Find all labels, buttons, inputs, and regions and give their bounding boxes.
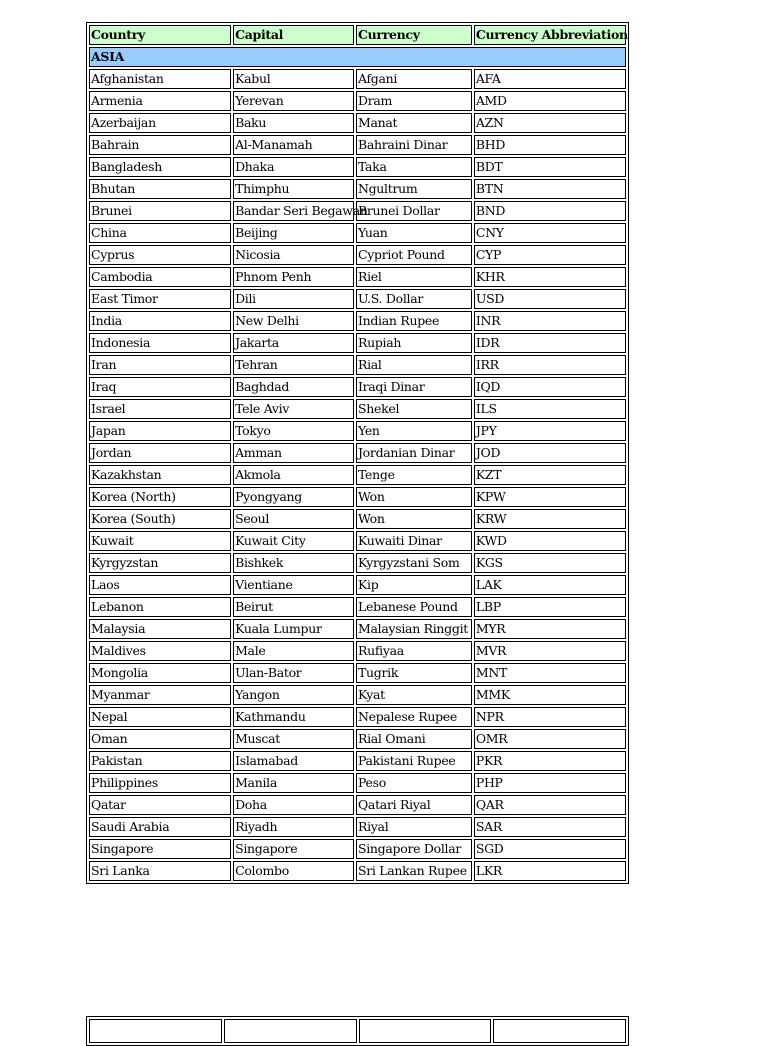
table-row xyxy=(89,795,626,815)
table-row xyxy=(89,355,626,375)
table-row xyxy=(89,729,626,749)
table-row xyxy=(89,223,626,243)
cell-capital: Singapore xyxy=(233,839,354,859)
cell-country: Bahrain xyxy=(89,135,231,155)
cell-currency: Yen xyxy=(356,421,472,441)
cell-currency: Malaysian Ringgit xyxy=(356,619,472,639)
cell-currency-abbreviation: KPW xyxy=(474,487,626,507)
cell-capital: Muscat xyxy=(233,729,354,749)
table-row xyxy=(89,157,626,177)
cell-currency: Rial xyxy=(356,355,472,375)
cell-capital: Vientiane xyxy=(233,575,354,595)
cell-country: Kuwait xyxy=(89,531,231,551)
cell-currency-abbreviation: AZN xyxy=(474,113,626,133)
cell-currency-abbreviation: SAR xyxy=(474,817,626,837)
cell-currency: Peso xyxy=(356,773,472,793)
cell-currency-abbreviation: AMD xyxy=(474,91,626,111)
table-row xyxy=(89,531,626,551)
cell-currency-abbreviation: MYR xyxy=(474,619,626,639)
cell-capital: Seoul xyxy=(233,509,354,529)
cell-currency-abbreviation: BTN xyxy=(474,179,626,199)
cell-country: Pakistan xyxy=(89,751,231,771)
cell-capital: Beirut xyxy=(233,597,354,617)
cell-currency-abbreviation: SGD xyxy=(474,839,626,859)
cell-capital: Baku xyxy=(233,113,354,133)
cell-country: Qatar xyxy=(89,795,231,815)
cell-country: Philippines xyxy=(89,773,231,793)
header-row xyxy=(89,25,626,45)
cell-currency: Rial Omani xyxy=(356,729,472,749)
cell-currency: Pakistani Rupee xyxy=(356,751,472,771)
cell-country: Singapore xyxy=(89,839,231,859)
table-row xyxy=(89,333,626,353)
cell-country: Kyrgyzstan xyxy=(89,553,231,573)
cell-currency: Kyat xyxy=(356,685,472,705)
cell-capital: Tokyo xyxy=(233,421,354,441)
table-row xyxy=(89,839,626,859)
cell-capital: Tele Aviv xyxy=(233,399,354,419)
cell-country: Japan xyxy=(89,421,231,441)
table-row xyxy=(89,575,626,595)
cell-country: Lebanon xyxy=(89,597,231,617)
table-row xyxy=(89,619,626,639)
cell-capital: Yangon xyxy=(233,685,354,705)
cell-currency: Indian Rupee xyxy=(356,311,472,331)
cell-currency-abbreviation: KZT xyxy=(474,465,626,485)
table-row xyxy=(89,509,626,529)
cell-currency: Ngultrum xyxy=(356,179,472,199)
table-row xyxy=(89,685,626,705)
table-row xyxy=(89,861,626,881)
cell-capital: Yerevan xyxy=(233,91,354,111)
cell-currency-abbreviation: AFA xyxy=(474,69,626,89)
table-row xyxy=(89,135,626,155)
cell-currency: Dram xyxy=(356,91,472,111)
cell-country: East Timor xyxy=(89,289,231,309)
cell-capital: Nicosia xyxy=(233,245,354,265)
cell-capital: Colombo xyxy=(233,861,354,881)
cell-currency: Tenge xyxy=(356,465,472,485)
cell-currency-abbreviation: QAR xyxy=(474,795,626,815)
cell-country: Maldives xyxy=(89,641,231,661)
cell-currency-abbreviation: IQD xyxy=(474,377,626,397)
cell-capital: Kuwait City xyxy=(233,531,354,551)
table-row xyxy=(89,597,626,617)
cell-country: Korea (North) xyxy=(89,487,231,507)
cell-capital: Bishkek xyxy=(233,553,354,573)
cell-currency-abbreviation: MNT xyxy=(474,663,626,683)
cell-country: Iraq xyxy=(89,377,231,397)
cell-currency-abbreviation: NPR xyxy=(474,707,626,727)
cell-currency: Kuwaiti Dinar xyxy=(356,531,472,551)
cell-currency: Iraqi Dinar xyxy=(356,377,472,397)
cell-capital: Kuala Lumpur xyxy=(233,619,354,639)
table-row xyxy=(89,663,626,683)
currency-table-body xyxy=(89,25,626,881)
cell-capital: Doha xyxy=(233,795,354,815)
cell-currency-abbreviation: LKR xyxy=(474,861,626,881)
next-table-top xyxy=(86,1016,629,1046)
cell-country: Indonesia xyxy=(89,333,231,353)
cell-currency: Afgani xyxy=(356,69,472,89)
cell-currency: Qatari Riyal xyxy=(356,795,472,815)
cell-capital: Tehran xyxy=(233,355,354,375)
cell-currency-abbreviation: CNY xyxy=(474,223,626,243)
cell-currency: Won xyxy=(356,487,472,507)
cell-country: Saudi Arabia xyxy=(89,817,231,837)
cell-currency: Jordanian Dinar xyxy=(356,443,472,463)
cell-country: Korea (South) xyxy=(89,509,231,529)
cell-country: Mongolia xyxy=(89,663,231,683)
cell-currency: Kyrgyzstani Som xyxy=(356,553,472,573)
cell-capital: Amman xyxy=(233,443,354,463)
table-row xyxy=(89,245,626,265)
cell-currency: Riel xyxy=(356,267,472,287)
cell-currency: Shekel xyxy=(356,399,472,419)
cell-country: Iran xyxy=(89,355,231,375)
cell-currency-abbreviation: BHD xyxy=(474,135,626,155)
cell-currency-abbreviation: BND xyxy=(474,201,626,221)
cell-capital: Kabul xyxy=(233,69,354,89)
cell-currency-abbreviation: IDR xyxy=(474,333,626,353)
next-table-cell xyxy=(89,1019,222,1043)
table-row xyxy=(89,465,626,485)
cell-capital: Jakarta xyxy=(233,333,354,353)
cell-currency-abbreviation: USD xyxy=(474,289,626,309)
cell-capital: Manila xyxy=(233,773,354,793)
cell-capital: Bandar Seri Begawan xyxy=(233,201,354,221)
cell-capital: Pyongyang xyxy=(233,487,354,507)
cell-currency-abbreviation: PHP xyxy=(474,773,626,793)
cell-country: Bangladesh xyxy=(89,157,231,177)
cell-country: Bhutan xyxy=(89,179,231,199)
cell-capital: Beijing xyxy=(233,223,354,243)
cell-country: Cyprus xyxy=(89,245,231,265)
cell-country: Laos xyxy=(89,575,231,595)
table-row xyxy=(89,399,626,419)
cell-capital: Male xyxy=(233,641,354,661)
cell-country: China xyxy=(89,223,231,243)
table-row xyxy=(89,817,626,837)
cell-currency: Tugrik xyxy=(356,663,472,683)
cell-country: India xyxy=(89,311,231,331)
table-row xyxy=(89,69,626,89)
cell-currency-abbreviation: JOD xyxy=(474,443,626,463)
next-table-cell xyxy=(359,1019,492,1043)
cell-capital: Kathmandu xyxy=(233,707,354,727)
table-row xyxy=(89,751,626,771)
cell-currency-abbreviation: KGS xyxy=(474,553,626,573)
table-row xyxy=(89,201,626,221)
cell-currency: Cypriot Pound xyxy=(356,245,472,265)
currency-table xyxy=(86,22,629,884)
cell-country: Malaysia xyxy=(89,619,231,639)
cell-country: Brunei xyxy=(89,201,231,221)
cell-country: Oman xyxy=(89,729,231,749)
cell-currency: Rupiah xyxy=(356,333,472,353)
cell-currency: Taka xyxy=(356,157,472,177)
cell-currency: Singapore Dollar xyxy=(356,839,472,859)
cell-currency-abbreviation: PKR xyxy=(474,751,626,771)
table-row xyxy=(89,421,626,441)
table-row xyxy=(89,487,626,507)
table-row xyxy=(89,91,626,111)
cell-currency-abbreviation: LAK xyxy=(474,575,626,595)
cell-currency: Riyal xyxy=(356,817,472,837)
cell-capital: Ulan-Bator xyxy=(233,663,354,683)
cell-currency-abbreviation: KRW xyxy=(474,509,626,529)
table-row xyxy=(89,311,626,331)
cell-capital: Akmola xyxy=(233,465,354,485)
next-table-cell xyxy=(493,1019,626,1043)
cell-capital: Phnom Penh xyxy=(233,267,354,287)
cell-country: Armenia xyxy=(89,91,231,111)
table-row xyxy=(89,113,626,133)
cell-currency: Nepalese Rupee xyxy=(356,707,472,727)
cell-currency-abbreviation: KWD xyxy=(474,531,626,551)
cell-currency: Lebanese Pound xyxy=(356,597,472,617)
header-country: Country xyxy=(89,25,231,45)
cell-capital: Islamabad xyxy=(233,751,354,771)
cell-country: Myanmar xyxy=(89,685,231,705)
cell-currency-abbreviation: LBP xyxy=(474,597,626,617)
header-capital: Capital xyxy=(233,25,354,45)
cell-currency-abbreviation: MVR xyxy=(474,641,626,661)
table-row xyxy=(89,267,626,287)
cell-currency: Rufiyaa xyxy=(356,641,472,661)
cell-currency: Brunei Dollar xyxy=(356,201,472,221)
cell-currency-abbreviation: BDT xyxy=(474,157,626,177)
cell-country: Kazakhstan xyxy=(89,465,231,485)
cell-currency: Manat xyxy=(356,113,472,133)
cell-currency-abbreviation: KHR xyxy=(474,267,626,287)
cell-currency: Sri Lankan Rupee xyxy=(356,861,472,881)
cell-capital: Dhaka xyxy=(233,157,354,177)
next-table-cell xyxy=(224,1019,357,1043)
table-row xyxy=(89,377,626,397)
cell-currency: Yuan xyxy=(356,223,472,243)
table-row xyxy=(89,179,626,199)
cell-currency-abbreviation: OMR xyxy=(474,729,626,749)
cell-country: Israel xyxy=(89,399,231,419)
cell-currency-abbreviation: INR xyxy=(474,311,626,331)
cell-country: Cambodia xyxy=(89,267,231,287)
cell-capital: Dili xyxy=(233,289,354,309)
header-currency: Currency xyxy=(356,25,472,45)
cell-currency: Bahraini Dinar xyxy=(356,135,472,155)
cell-capital: New Delhi xyxy=(233,311,354,331)
table-row xyxy=(89,641,626,661)
cell-country: Azerbaijan xyxy=(89,113,231,133)
cell-currency-abbreviation: MMK xyxy=(474,685,626,705)
region-label: ASIA xyxy=(89,47,626,67)
table-row xyxy=(89,443,626,463)
cell-capital: Thimphu xyxy=(233,179,354,199)
cell-capital: Riyadh xyxy=(233,817,354,837)
cell-country: Nepal xyxy=(89,707,231,727)
table-row xyxy=(89,773,626,793)
cell-currency-abbreviation: JPY xyxy=(474,421,626,441)
cell-currency-abbreviation: CYP xyxy=(474,245,626,265)
cell-capital: Baghdad xyxy=(233,377,354,397)
table-row xyxy=(89,289,626,309)
cell-country: Sri Lanka xyxy=(89,861,231,881)
cell-country: Afghanistan xyxy=(89,69,231,89)
table-row xyxy=(89,553,626,573)
cell-currency-abbreviation: ILS xyxy=(474,399,626,419)
region-row xyxy=(89,47,626,67)
cell-currency: Kip xyxy=(356,575,472,595)
cell-capital: Al-Manamah xyxy=(233,135,354,155)
header-currency-abbreviation: Currency Abbreviation xyxy=(474,25,626,45)
cell-currency: U.S. Dollar xyxy=(356,289,472,309)
table-row xyxy=(89,707,626,727)
cell-currency: Won xyxy=(356,509,472,529)
next-table-row xyxy=(89,1019,626,1043)
cell-country: Jordan xyxy=(89,443,231,463)
cell-currency-abbreviation: IRR xyxy=(474,355,626,375)
